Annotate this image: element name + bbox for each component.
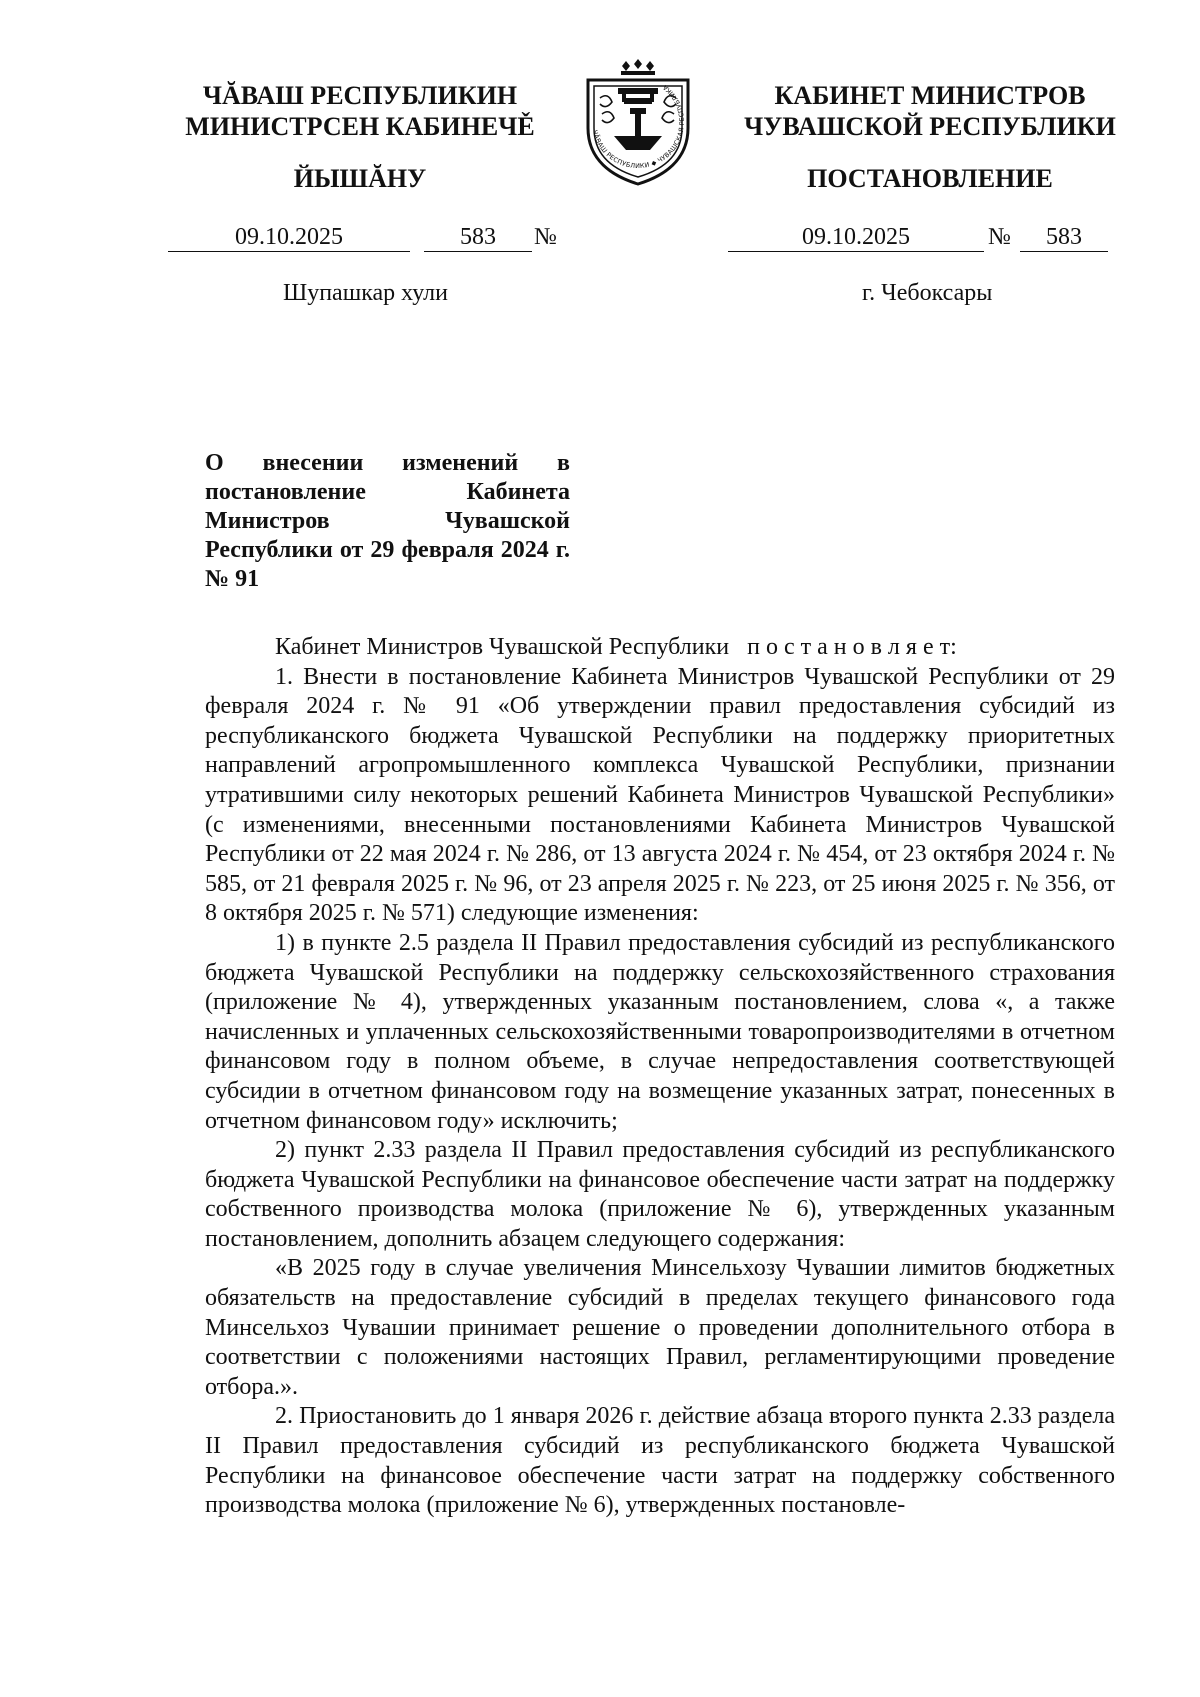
paragraph-1-item-1: 1) в пункте 2.5 раздела II Правил предоставления субсидий из республиканского бюджета Чувашской Республики на поддержку сельскохозяйственного страхования (приложение № 4), утвержденных указанным постановлением, слова «, а также начисленных и уплаченных сельскохозяйственными товаропроизводителями в отчетном финансовом году в полном объеме, в случае непредоставления соответствующей субсидии в отчетном финансовом году на возмещение указанных затрат, понесенных в отчетном финансовом году» исключить; bbox=[205, 929, 1115, 1134]
left-city: Шупашкар хули bbox=[283, 280, 448, 306]
document-body bbox=[205, 633, 1115, 1521]
left-number-sign: № bbox=[534, 224, 557, 250]
header-right-line2: ЧУВАШСКОЙ РЕСПУБЛИКИ bbox=[744, 112, 1116, 141]
header-right bbox=[720, 80, 1140, 142]
emblem-legend: ЧĂВАШ РЕСПУБЛИКИ ◆ ЧУВАШСКАЯ РЕСПУБЛИКА bbox=[590, 82, 687, 171]
left-number-row bbox=[0, 224, 600, 254]
right-city: г. Чебоксары bbox=[862, 280, 993, 306]
document-title: О внесении изменений в постановление Кабинета Министров Чувашской Республики от 29 февраля 2024 г. № 91 bbox=[205, 450, 570, 592]
chuvash-coat-of-arms-emblem-icon bbox=[574, 58, 702, 186]
header-left-line1: ЧĂВАШ РЕСПУБЛИКИН bbox=[202, 81, 518, 110]
left-date-field: 09.10.2025 bbox=[168, 224, 410, 252]
paragraph-1-item-2: 2) пункт 2.33 раздела II Правил предоставления субсидий из республиканского бюджета Чувашской Республики на финансовое обеспечение части затрат на поддержку собственного производства молока (приложение № 6), утвержденных указанным постановлением, дополнить абзацем следующего содержания: bbox=[205, 1137, 1115, 1252]
left-number-field: 583 bbox=[424, 224, 532, 252]
header-left-line2: МИНИСТРСЕН КАБИНЕЧĚ bbox=[185, 112, 535, 141]
preamble-text: Кабинет Министров Чувашской Республики bbox=[275, 634, 730, 660]
right-doc-kind: ПОСТАНОВЛЕНИЕ bbox=[807, 164, 1053, 193]
preamble bbox=[205, 633, 1115, 663]
paragraph-1: 1. Внести в постановление Кабинета Министров Чувашской Республики от 29 февраля 2024 г. № 91 «Об утверждении правил предоставления субсидий из республиканского бюджета Чувашской Республики на поддержку приоритетных направлений агропромышленного комплекса Чувашской Республики, признании утратившими силу некоторых решений Кабинета Министров Чувашской Республики» (с изменениями, внесенными постановлениями Кабинета Министров Чувашской Республики от 22 мая 2024 г. № 286, от 13 августа 2024 г. № 454, от 23 октября 2024 г. № 585, от 21 февраля 2025 г. № 96, от 23 апреля 2025 г. № 223, от 25 июня 2025 г. № 356, от 8 октября 2025 г. № 571) следующие изменения: bbox=[205, 663, 1115, 927]
preamble-verb: п о с т а н о в л я е т: bbox=[747, 634, 957, 660]
paragraph-2: 2. Приостановить до 1 января 2026 г. действие абзаца второго пункта 2.33 раздела II Правил предоставления субсидий из республиканского бюджета Чувашской Республики на финансовое обеспечение части затрат на поддержку собственного производства молока (приложение № 6), утвержденных постановле- bbox=[205, 1403, 1115, 1519]
right-number-field: 583 bbox=[1020, 224, 1108, 252]
left-doc-kind: ЙЫШĂНУ bbox=[293, 164, 427, 193]
right-date-field: 09.10.2025 bbox=[728, 224, 984, 252]
right-number-sign: № bbox=[988, 224, 1011, 250]
header-right-line1: КАБИНЕТ МИНИСТРОВ bbox=[774, 81, 1086, 110]
paragraph-1-item-2-quote: «В 2025 году в случае увеличения Минсельхозу Чувашии лимитов бюджетных обязательств на предоставление субсидий в пределах текущего финансового года Минсельхоз Чувашии принимает решение о проведении дополнительного отбора в соответствии с положениями настоящих Правил, регламентирующими проведение отбора.». bbox=[205, 1255, 1115, 1400]
right-number-row bbox=[600, 224, 1200, 254]
header-left bbox=[160, 80, 560, 142]
